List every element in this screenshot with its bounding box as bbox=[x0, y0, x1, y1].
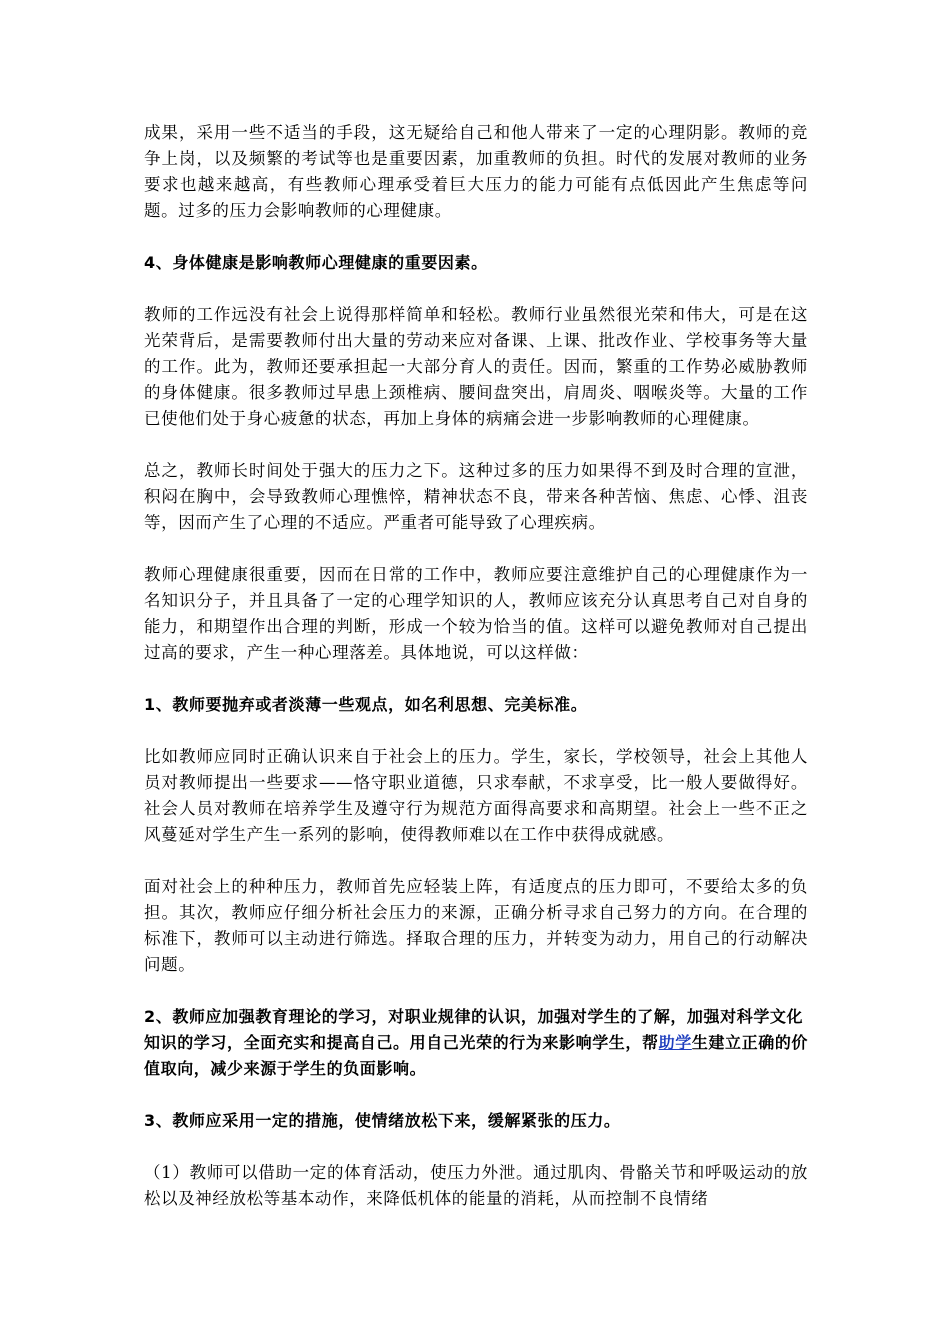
heading-part-1: 2、教师应加强教育理论的学习，对职业规律的认识，加强对学生的了解，加强对科学文化知识的学习，全面充实和提高自己。用自己光荣的行为来影响学生，帮 bbox=[144, 1007, 804, 1052]
paragraph-teacher-workload: 教师的工作远没有社会上说得那样简单和轻松。教师行业虽然很光荣和伟大，可是在这光荣背后，是需要教师付出大量的劳动来应对备课、上课、批改作业、学校事务等大量的工作。此为，教师还要承担起一大部分育人的责任。因而，繁重的工作势必威胁教师的身体健康。很多教师过早患上颈椎病、腰间盘突出，肩周炎、咽喉炎等。大量的工作已使他们处于身心疲惫的状态，再加上身体的病痛会进一步影响教师的心理健康。 bbox=[144, 305, 808, 428]
paragraph-mental-health-importance: 教师心理健康很重要，因而在日常的工作中，教师应要注意维护自己的心理健康作为一名知识分子，并且具备了一定的心理学知识的人，教师应该充分认真思考自己对自身的能力，和期望作出合理的判断，形成一个较为恰当的值。这样可以避免教师对自己提出过高的要求，产生一种心理落差。具体地说，可以这样做： bbox=[144, 565, 808, 662]
paragraph-face-pressure: 面对社会上的种种压力，教师首先应轻装上阵，有适度点的压力即可，不要给太多的负担。其次，教师应仔细分析社会压力的来源，正确分析寻求自己努力的方向。在合理的标准下，教师可以主动进行筛选。择取合理的压力，并转变为动力，用自己的行动解决问题。 bbox=[144, 877, 808, 974]
paragraph-pressure-sources: 成果，采用一些不适当的手段，这无疑给自己和他人带来了一定的心理阴影。教师的竞争上岗，以及频繁的考试等也是重要因素，加重教师的负担。时代的发展对教师的业务要求也越来越高，有些教师心理承受着巨大压力的能力可能有点低因此产生焦虑等问题。过多的压力会影响教师的心理健康。 bbox=[144, 123, 808, 220]
paragraph-social-pressure: 比如教师应同时正确认识来自于社会上的压力。学生，家长，学校领导，社会上其他人员对教师提出一些要求——恪守职业道德，只求奉献，不求享受，比一般人要做得好。社会人员对教师在培养学生及遵守行为规范方面得高要求和高期望。社会上一些不正之风蔓延对学生产生一系列的影响，使得教师难以在工作中获得成就感。 bbox=[144, 747, 808, 844]
heading-strengthen-learning bbox=[144, 1004, 808, 1082]
heading-part-2: 生建立正确的价值取向，减少来源于学生的负面影响。 bbox=[144, 1033, 809, 1078]
help-students-link[interactable]: 助学 bbox=[658, 1033, 692, 1052]
heading-physical-health: 4、身体健康是影响教师心理健康的重要因素。 bbox=[144, 253, 488, 272]
paragraph-physical-activity: （1）教师可以借助一定的体育活动，使压力外泄。通过肌肉、骨骼关节和呼吸运动的放松以及神经放松等基本动作，来降低机体的能量的消耗，从而控制不良情绪 bbox=[144, 1163, 808, 1208]
heading-abandon-views: 1、教师要抛弃或者淡薄一些观点，如名利思想、完美标准。 bbox=[144, 695, 588, 714]
document-page bbox=[144, 120, 808, 1238]
heading-relax-emotions: 3、教师应采用一定的措施，使情绪放松下来，缓解紧张的压力。 bbox=[144, 1111, 621, 1130]
paragraph-summary: 总之，教师长时间处于强大的压力之下。这种过多的压力如果得不到及时合理的宣泄，积闷在胸中，会导致教师心理憔悴，精神状态不良，带来各种苦恼、焦虑、心悸、沮丧等，因而产生了心理的不适应。严重者可能导致了心理疾病。 bbox=[144, 461, 808, 532]
